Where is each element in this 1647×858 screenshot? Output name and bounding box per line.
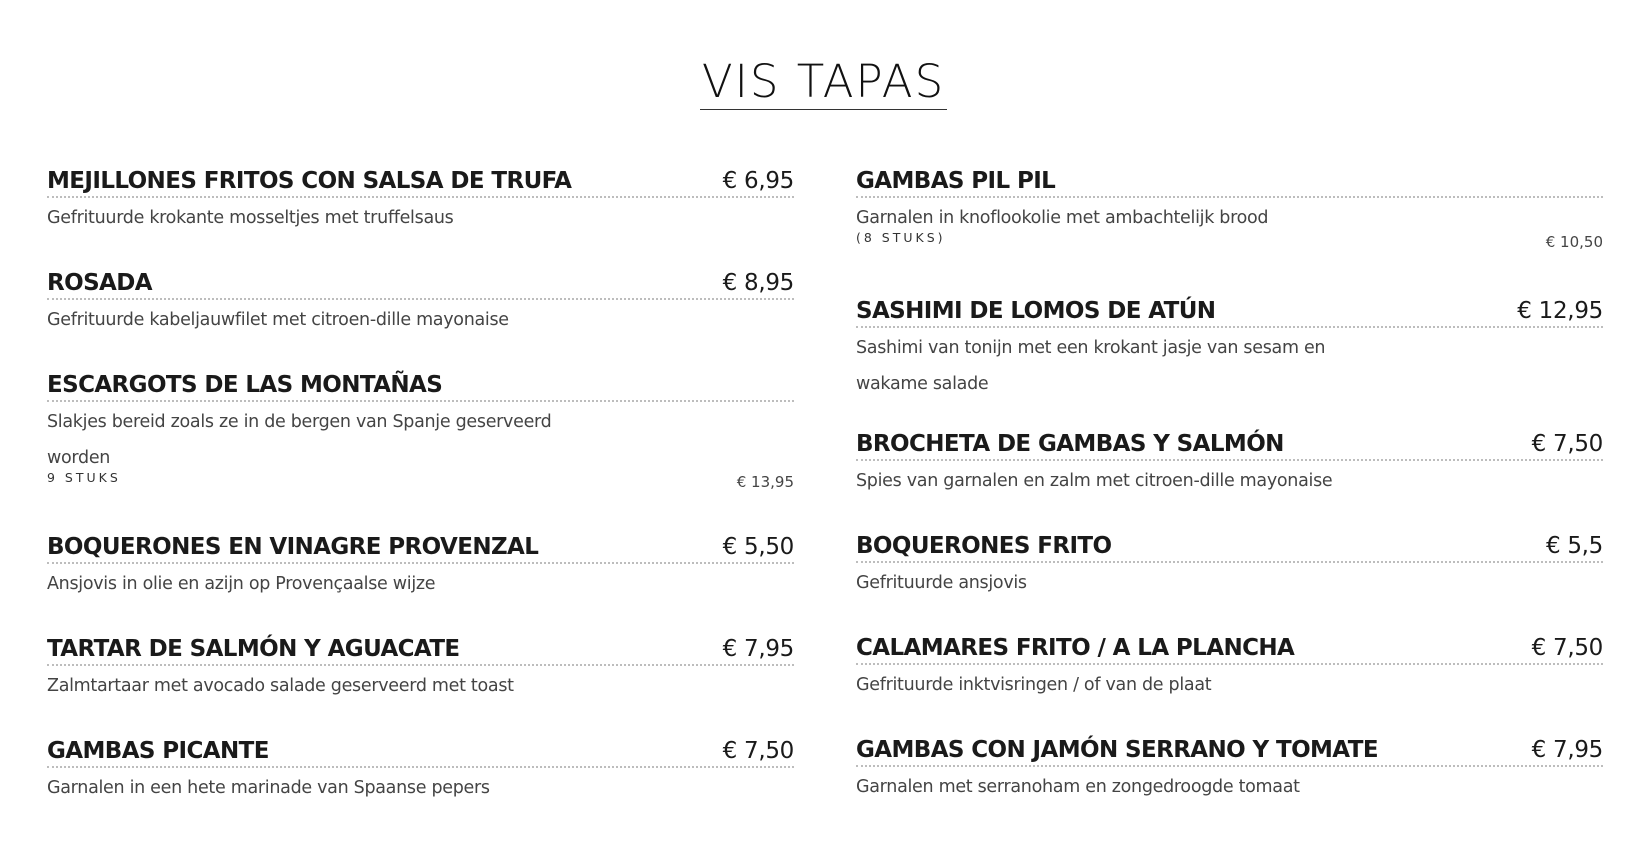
menu-item-name: TARTAR DE SALMÓN Y AGUACATE	[47, 636, 460, 662]
menu-item-name: GAMBAS PIL PIL	[856, 168, 1056, 194]
menu-item	[47, 636, 794, 738]
menu-item-subprice: € 10,50	[1545, 233, 1603, 251]
menu-item	[47, 270, 794, 372]
menu-item	[856, 635, 1603, 737]
menu-item-header	[856, 168, 1603, 198]
menu-item-extra	[47, 470, 794, 491]
menu-item-description: Garnalen in een hete marinade van Spaanse pepers	[47, 778, 490, 798]
menu-item	[856, 298, 1603, 431]
menu-item-name: GAMBAS PICANTE	[47, 738, 269, 764]
menu-item-price: € 7,95	[1531, 737, 1603, 763]
menu-item-description: Slakjes bereid zoals ze in de bergen van Spanje geserveerd worden	[47, 412, 552, 468]
menu-column-right	[856, 168, 1603, 839]
menu-item-name: BOQUERONES EN VINAGRE PROVENZAL	[47, 534, 539, 560]
menu-item-description: Sashimi van tonijn met een krokant jasje van sesam en wakame salade	[856, 338, 1326, 394]
menu-item-price: € 7,50	[1531, 635, 1603, 661]
menu-item	[47, 372, 794, 534]
menu-item-description: Gefrituurde ansjovis	[856, 573, 1027, 593]
menu-item-header	[47, 270, 794, 300]
menu-item-header	[856, 737, 1603, 767]
menu-item-price: € 7,50	[1531, 431, 1603, 457]
menu-item-name: SASHIMI DE LOMOS DE ATÚN	[856, 298, 1216, 324]
menu-item-name: BOQUERONES FRITO	[856, 533, 1112, 559]
menu-item-description: Garnalen met serranoham en zongedroogde tomaat	[856, 777, 1300, 797]
menu-item-name: ROSADA	[47, 270, 152, 296]
menu-item-header	[47, 738, 794, 768]
menu-item-description: Zalmtartaar met avocado salade geserveerd met toast	[47, 676, 514, 696]
menu-item-header	[47, 168, 794, 198]
menu-item-subprice: € 13,95	[736, 473, 794, 491]
menu-item-price: € 8,95	[722, 270, 794, 296]
menu-item-name: CALAMARES FRITO / A LA PLANCHA	[856, 635, 1295, 661]
menu-item-description: Gefrituurde krokante mosseltjes met truffelsaus	[47, 208, 454, 228]
menu-item	[47, 168, 794, 270]
menu-item	[47, 534, 794, 636]
menu-item-price: € 5,5	[1545, 533, 1603, 559]
menu-item	[856, 533, 1603, 635]
menu-item	[856, 431, 1603, 533]
menu-item	[856, 737, 1603, 839]
menu-item-header	[47, 372, 794, 402]
menu-item-header	[47, 534, 794, 564]
menu-item-name: GAMBAS CON JAMÓN SERRANO Y TOMATE	[856, 737, 1378, 763]
menu-item-description: Ansjovis in olie en azijn op Provençaalse wijze	[47, 574, 436, 594]
menu-item-quantity-note: (8 STUKS)	[856, 230, 946, 245]
menu-item-description: Gefrituurde inktvisringen / of van de plaat	[856, 675, 1212, 695]
menu-item-header	[856, 635, 1603, 665]
menu-item	[47, 738, 794, 840]
menu-item-description: Spies van garnalen en zalm met citroen-dille mayonaise	[856, 471, 1333, 491]
menu-item-description: Gefrituurde kabeljauwfilet met citroen-dille mayonaise	[47, 310, 509, 330]
menu-item	[856, 168, 1603, 298]
menu-item-header	[856, 298, 1603, 328]
menu-item-name: MEJILLONES FRITOS CON SALSA DE TRUFA	[47, 168, 572, 194]
menu-item-price: € 5,50	[722, 534, 794, 560]
menu-item-description: Garnalen in knoflookolie met ambachtelijk brood	[856, 208, 1269, 228]
menu-item-name: BROCHETA DE GAMBAS Y SALMÓN	[856, 431, 1284, 457]
menu-item-price: € 7,50	[722, 738, 794, 764]
menu-item-header	[856, 533, 1603, 563]
title-wrapper	[0, 28, 1647, 141]
menu-item-header	[47, 636, 794, 666]
menu-item-price: € 6,95	[722, 168, 794, 194]
menu-item-name: ESCARGOTS DE LAS MONTAÑAS	[47, 372, 443, 398]
page-title: VIS TAPAS	[700, 58, 947, 110]
menu-item-price: € 7,95	[722, 636, 794, 662]
menu-item-header	[856, 431, 1603, 461]
menu-item-quantity-note: 9 STUKS	[47, 470, 121, 485]
menu-item-price: € 12,95	[1517, 298, 1603, 324]
menu-column-left	[47, 168, 794, 840]
